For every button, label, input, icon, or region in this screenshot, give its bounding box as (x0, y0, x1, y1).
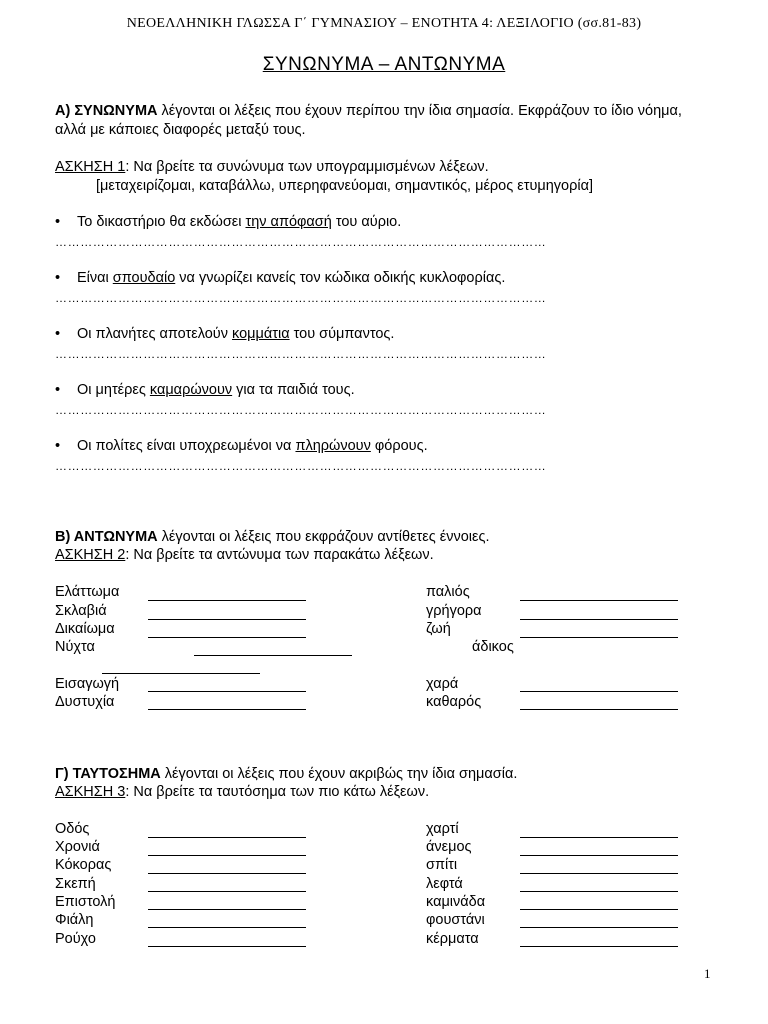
answer-blank[interactable] (520, 946, 678, 947)
answer-blank[interactable] (148, 837, 306, 838)
exercise-1-hint: [μεταχειρίζομαι, καταβάλλω, υπερηφανεύομαι, σημαντικός, μέρος ετυμηγορία] (96, 178, 594, 194)
antonym-word: Ελάττωμα (55, 584, 120, 600)
underlined-word: κομμάτια (232, 326, 290, 342)
identical-word: σπίτι (426, 857, 458, 873)
answer-blank[interactable] (148, 891, 306, 892)
answer-blank[interactable] (520, 619, 678, 620)
sentence-text: Το δικαστήριο θα εκδώσει (77, 214, 246, 230)
page-header: ΝΕΟΕΛΛΗΝΙΚΗ ΓΛΩΣΣΑ Γ΄ ΓΥΜΝΑΣΙΟΥ – ΕΝΟΤΗΤΑ 4: ΛΕΞΙΛΟΓΙΟ (σσ.81-83) (126, 16, 642, 31)
identical-word: Σκεπή (55, 876, 96, 892)
bullet-icon: • (55, 270, 61, 286)
answer-blank[interactable] (520, 927, 678, 928)
exercise-2-instruction (55, 547, 434, 563)
identical-word: Ρούχο (55, 931, 96, 947)
identical-word: Φιάλη (55, 912, 94, 928)
section-a-definition (55, 102, 715, 140)
section-b-definition (55, 529, 489, 545)
underlined-word: σπουδαίο (112, 270, 176, 286)
section-a-text: λέγονται οι λέξεις που έχουν περίπου την ίδια σημασία. Εκφράζουν το ίδιο νόημα, αλλά με κάποιες διαφορές μεταξύ τους. (55, 103, 682, 138)
page-number: 1 (704, 966, 711, 981)
exercise-3-text: : Να βρείτε τα ταυτόσημα των πιο κάτω λέξεων. (125, 784, 430, 800)
exercise-1-label: ΑΣΚΗΣΗ 1 (55, 159, 126, 175)
answer-line-1[interactable]: ……………………………………………………………………………………………………… (55, 235, 547, 249)
sentence-4 (55, 382, 355, 398)
answer-line-3[interactable]: ……………………………………………………………………………………………………… (55, 347, 547, 361)
identical-word: λεφτά (426, 876, 463, 892)
section-c-text: λέγονται οι λέξεις που έχουν ακριβώς την ίδια σημασία. (160, 766, 518, 782)
exercise-3-instruction (55, 784, 429, 800)
antonym-word: Δυστυχία (55, 694, 115, 710)
answer-blank[interactable] (148, 946, 306, 947)
sentence-text: Οι πλανήτες αποτελούν (77, 326, 233, 342)
answer-blank[interactable] (148, 600, 306, 601)
answer-blank[interactable] (520, 600, 678, 601)
section-c-definition (55, 766, 517, 782)
underlined-word: πληρώνουν (295, 438, 371, 454)
section-b-label: Β) ΑΝΤΩΝΥΜΑ (55, 529, 158, 545)
antonym-word: ζωή (426, 621, 451, 637)
identical-word: Οδός (55, 821, 90, 837)
antonym-word: Σκλαβιά (55, 603, 107, 619)
sentence-text: Οι πολίτες είναι υποχρεωμένοι να (77, 438, 296, 454)
antonym-word: γρήγορα (426, 603, 482, 619)
exercise-1-instruction (55, 159, 489, 175)
section-b-text: λέγονται οι λέξεις που εκφράζουν αντίθετες έννοιες. (157, 529, 490, 545)
answer-blank[interactable] (148, 855, 306, 856)
page-title: ΣΥΝΩΝΥΜΑ – ΑΝΤΩΝΥΜΑ (262, 54, 506, 75)
answer-blank[interactable] (148, 909, 306, 910)
exercise-2-label: ΑΣΚΗΣΗ 2 (55, 547, 126, 563)
sentence-text: να γνωρίζει κανείς τον κώδικα οδικής κυκλοφορίας. (175, 270, 506, 286)
identical-word: καμινάδα (426, 894, 486, 910)
answer-blank[interactable] (520, 873, 678, 874)
answer-blank[interactable] (520, 891, 678, 892)
exercise-2-text: : Να βρείτε τα αντώνυμα των παρακάτω λέξεων. (125, 547, 434, 563)
answer-blank[interactable] (148, 619, 306, 620)
identical-word: φουστάνι (426, 912, 485, 928)
antonym-word: παλιός (426, 584, 470, 600)
sentence-text: Είναι (77, 270, 113, 286)
exercise-1-text: : Να βρείτε τα συνώνυμα των υπογραμμισμένων λέξεων. (125, 159, 489, 175)
section-a-label: Α) ΣΥΝΩΝΥΜΑ (55, 103, 158, 119)
sentence-text: του σύμπαντος. (289, 326, 395, 342)
sentence-text: Οι μητέρες (77, 382, 150, 398)
antonym-word: Νύχτα (55, 639, 95, 655)
identical-word: χαρτί (426, 821, 459, 837)
identical-word: άνεμος (426, 839, 472, 855)
bullet-icon: • (55, 382, 61, 398)
answer-blank[interactable] (148, 709, 306, 710)
antonym-word: άδικος (472, 639, 514, 655)
answer-blank[interactable] (148, 637, 306, 638)
sentence-text: φόρους. (370, 438, 428, 454)
answer-blank[interactable] (148, 691, 306, 692)
identical-word: Επιστολή (55, 894, 116, 910)
answer-blank[interactable] (520, 691, 678, 692)
bullet-icon: • (55, 214, 61, 230)
identical-word: Κόκορας (55, 857, 112, 873)
underlined-word: την απόφασή (245, 214, 332, 230)
sentence-text: του αύριο. (331, 214, 402, 230)
sentence-1 (55, 214, 401, 230)
exercise-3-label: ΑΣΚΗΣΗ 3 (55, 784, 126, 800)
section-c-label: Γ) ΤΑΥΤΟΣΗΜΑ (55, 766, 161, 782)
sentence-text: για τα παιδιά τους. (232, 382, 355, 398)
answer-blank[interactable] (520, 837, 678, 838)
sentence-5 (55, 438, 428, 454)
answer-blank[interactable] (520, 855, 678, 856)
answer-blank[interactable] (520, 637, 678, 638)
answer-blank[interactable] (194, 655, 352, 656)
underlined-word: καμαρώνουν (149, 382, 233, 398)
answer-blank[interactable] (520, 909, 678, 910)
antonym-word: καθαρός (426, 694, 482, 710)
answer-line-5[interactable]: ……………………………………………………………………………………………………… (55, 459, 547, 473)
answer-line-4[interactable]: ……………………………………………………………………………………………………… (55, 403, 547, 417)
antonym-word: Δικαίωμα (55, 621, 115, 637)
sentence-2 (55, 270, 505, 286)
answer-blank[interactable] (148, 927, 306, 928)
answer-blank[interactable] (102, 673, 260, 674)
answer-line-2[interactable]: ……………………………………………………………………………………………………… (55, 291, 547, 305)
bullet-icon: • (55, 326, 61, 342)
antonym-word: Εισαγωγή (55, 676, 120, 692)
answer-blank[interactable] (520, 709, 678, 710)
bullet-icon: • (55, 438, 61, 454)
identical-word: κέρματα (426, 931, 479, 947)
answer-blank[interactable] (148, 873, 306, 874)
identical-word: Χρονιά (55, 839, 100, 855)
sentence-3 (55, 326, 394, 342)
antonym-word: χαρά (426, 676, 459, 692)
